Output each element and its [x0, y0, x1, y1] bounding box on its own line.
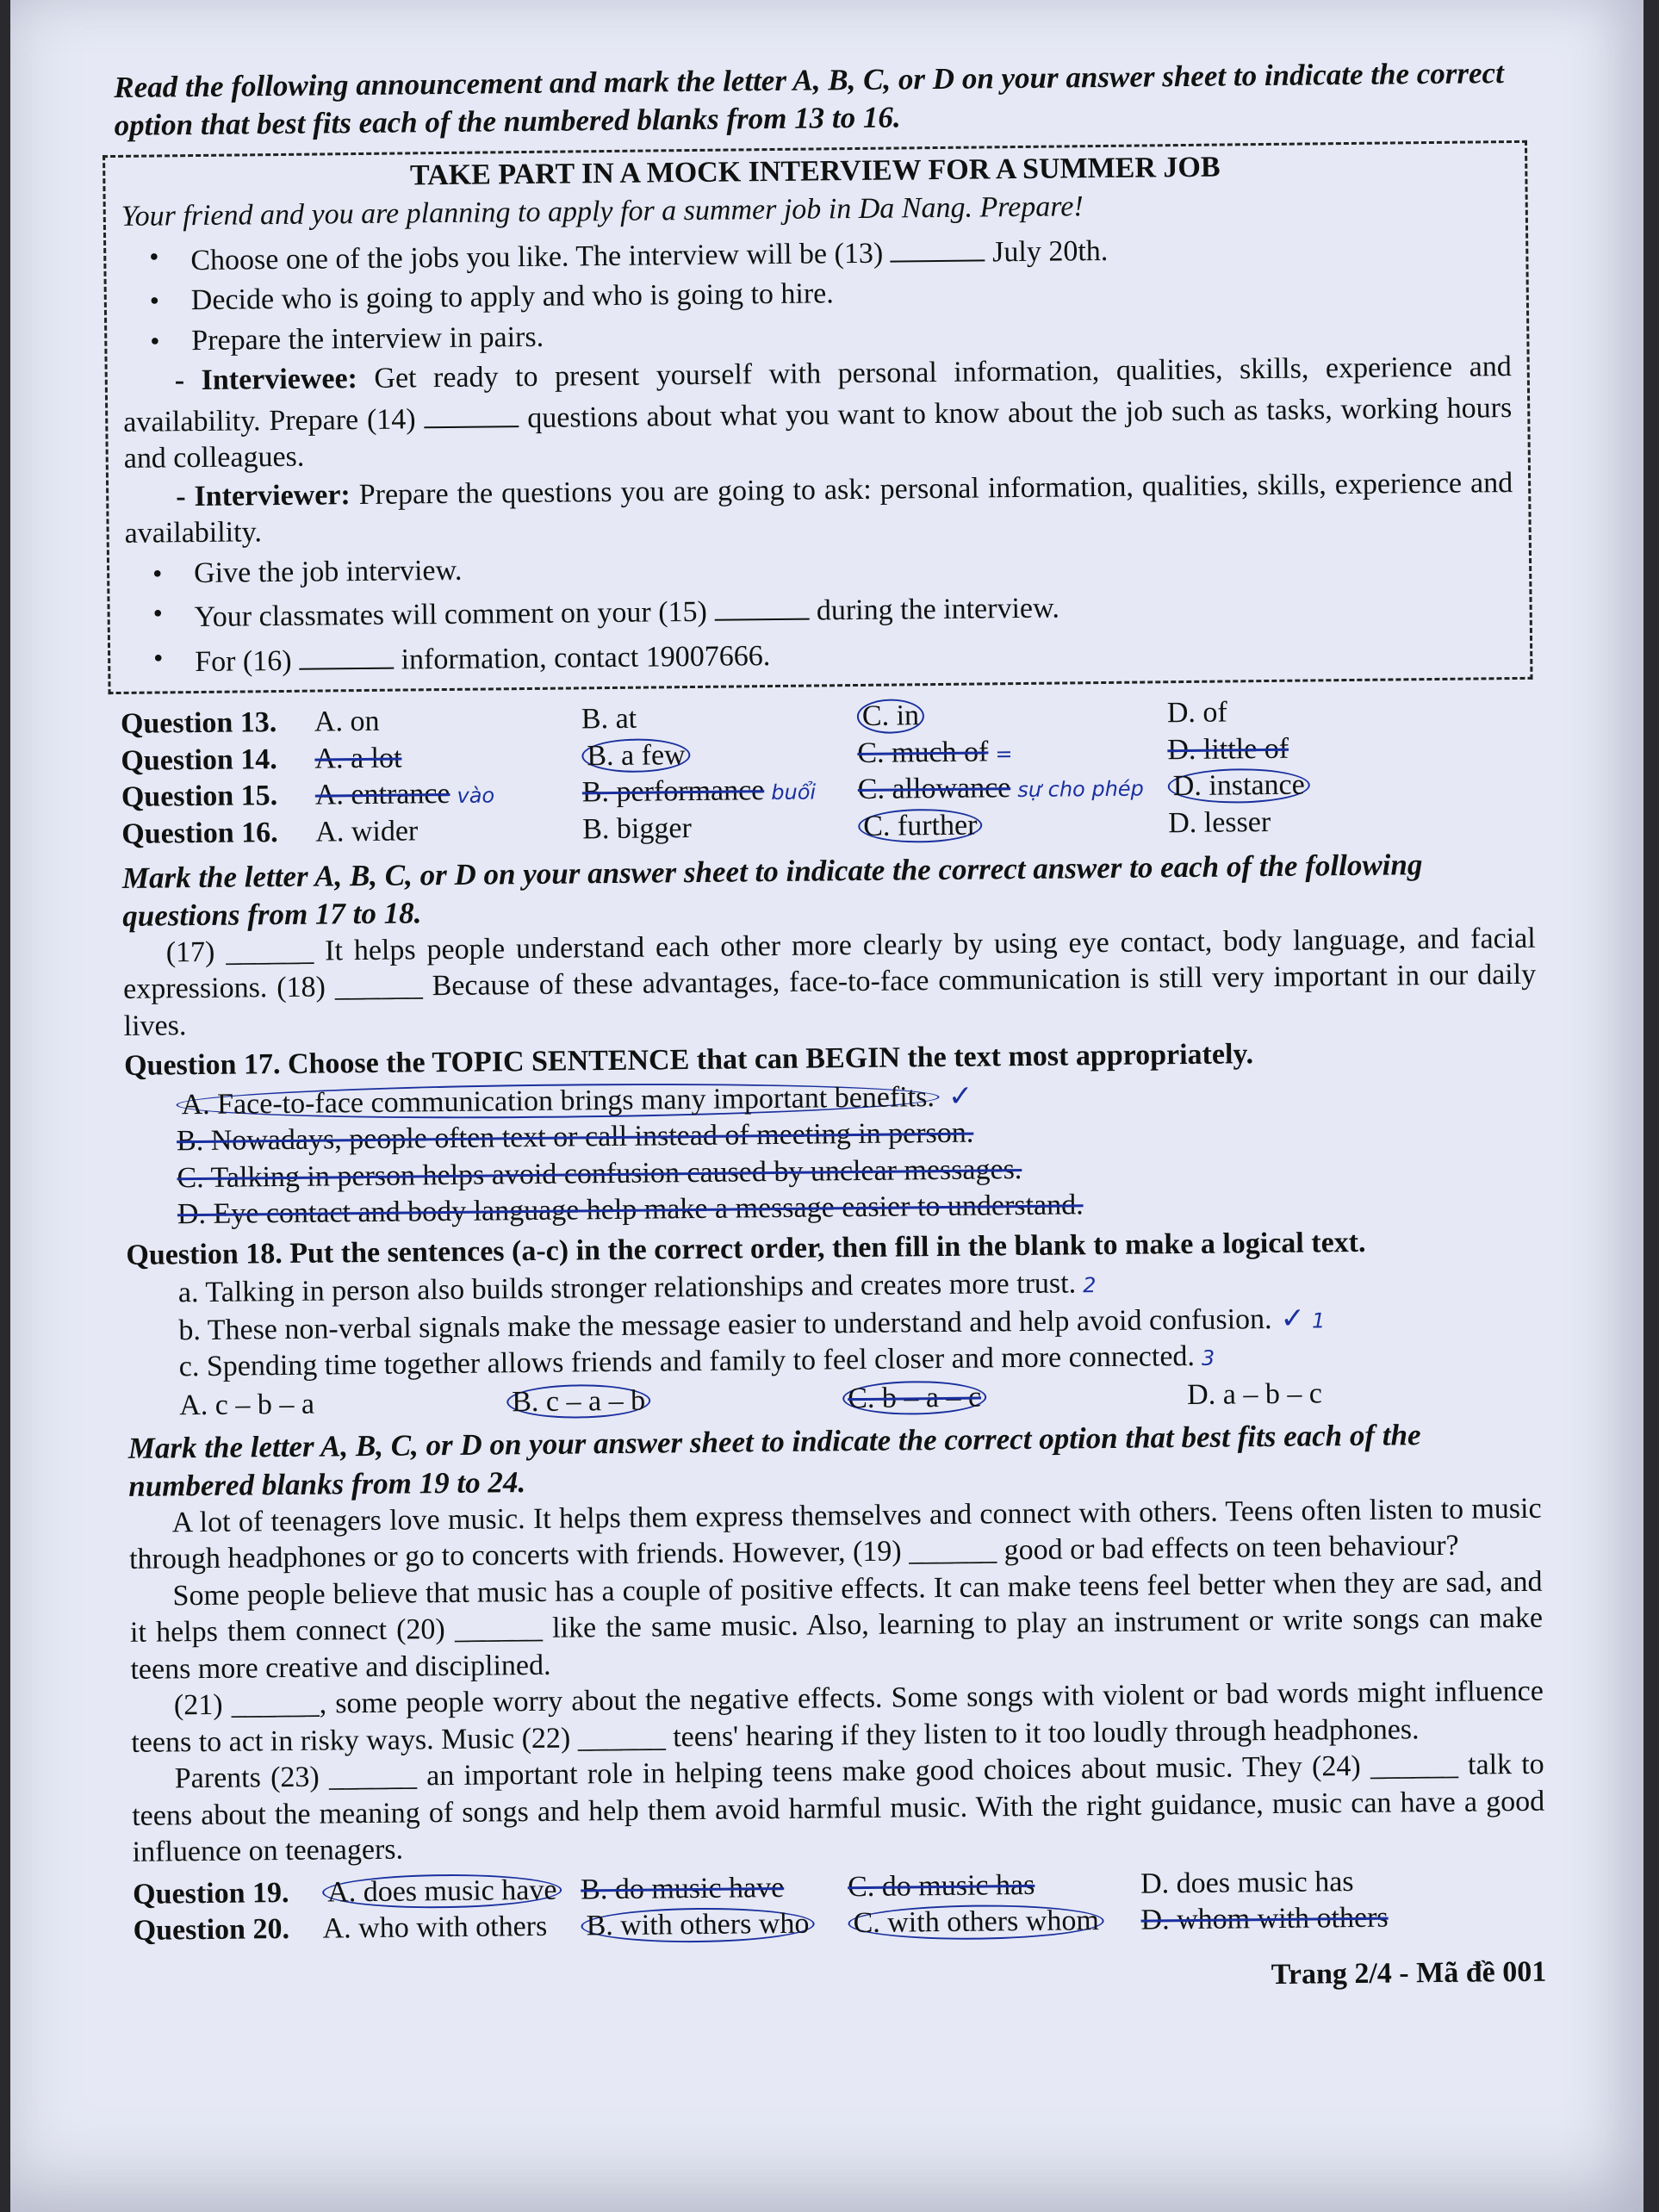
option-c[interactable]: C. Talking in person helps avoid confusion caused by unclear messages.	[177, 1153, 1022, 1194]
question-label: Question 20.	[133, 1912, 290, 1947]
blank-15	[714, 589, 809, 621]
blank-14	[424, 396, 519, 428]
option-d[interactable]: D. lesser	[1168, 805, 1271, 839]
announcement-box	[103, 140, 1532, 694]
answer-circle: B. c – a – b	[506, 1383, 650, 1419]
bullet-text: during the interview.	[816, 592, 1060, 627]
option-text: A. entrance	[314, 777, 450, 811]
passage-17-18: (17) ______ It helps people understand each other more clearly by using eye contact, body language, and facial expressions. (18) ______ Because of these advantages, face-to-face communication is still very important in our daily lives.	[122, 922, 1537, 1042]
question-17-options	[124, 1072, 1538, 1233]
answer-circle: B. with others who	[581, 1907, 814, 1944]
passage-19-24-p3: (21) ______, some people worry about the negative effects. Some songs with violent or bad words might influence teens to act in risky ways. Music (22) ______ teens' hearing if they listen to it too loudly through headphones.	[131, 1675, 1544, 1759]
option-text: B. performance	[581, 774, 765, 809]
announcement-title: TAKE PART IN A MOCK INTERVIEW FOR A SUMMER JOB	[409, 151, 1221, 191]
option-b[interactable]: B. at	[581, 702, 637, 736]
option-a[interactable]: A. who with others	[322, 1910, 548, 1945]
option-d[interactable]: D. of	[1166, 696, 1227, 730]
handwritten-note: vào	[457, 783, 495, 808]
option-a[interactable]: A. a lot	[314, 742, 402, 775]
answer-circle: C. further	[858, 808, 983, 843]
option-d[interactable]: D. little of	[1167, 732, 1289, 766]
option-d[interactable]: D. does music has	[1140, 1865, 1354, 1900]
blank-13	[890, 230, 985, 262]
check-mark-icon: ✓	[948, 1078, 973, 1114]
option-a[interactable]: A. wider	[315, 814, 419, 848]
sentence-text: a. Talking in person also builds stronger relationships and creates more trust.	[177, 1267, 1077, 1309]
exam-content	[114, 54, 1547, 2035]
sentence-text: b. These non-verbal signals make the message easier to understand and help avoid confusion.	[178, 1302, 1272, 1346]
option-text: C. much of	[857, 735, 989, 769]
option-d[interactable]: D. whom with others	[1140, 1901, 1389, 1936]
handwritten-number: 2	[1082, 1273, 1097, 1298]
interviewer-paragraph	[124, 465, 1513, 553]
passage-19-24-p4: Parents (23) ______ an important role in helping teens make good choices about music. They (24) ______ talk to teens about the meaning of songs and help them avoid harmful music. With the right guidance, music can have a good influence on teenagers.	[132, 1748, 1545, 1868]
bullet-text: Your classmates will comment on your (15)	[194, 595, 708, 634]
page-footer: Trang 2/4 - Mã đề 001	[1271, 1955, 1547, 1991]
answer-circle: D. instance	[1168, 768, 1310, 804]
option-b-circled[interactable]	[581, 736, 857, 775]
check-mark-icon: ✓	[1280, 1301, 1306, 1336]
exam-paper	[10, 0, 1643, 2212]
option-a[interactable]: A. c – b – a	[179, 1388, 315, 1421]
option-c-circled[interactable]	[848, 1903, 1140, 1942]
option-a-circled[interactable]	[322, 1872, 581, 1911]
option-b[interactable]: B. do music have	[580, 1871, 785, 1905]
announcement-list-2	[125, 542, 1514, 681]
answer-circle: C. b – a – c	[842, 1380, 986, 1415]
interviewer-label: - Interviewer:	[176, 478, 351, 513]
option-d[interactable]: D. Eye contact and body language help make a message easier to understand.	[177, 1189, 1084, 1231]
option-c-circled[interactable]	[857, 695, 1167, 735]
option-c[interactable]: C. do music has	[847, 1868, 1035, 1903]
bullet-prepare: • Prepare the interview in pairs.	[191, 309, 1511, 360]
interviewee-label: - Interviewee:	[174, 363, 358, 397]
option-c[interactable]	[858, 768, 1168, 808]
interviewee-text: Get ready to present yourself with personal information, qualities, skills, experience and availability. Prepare (14)	[123, 351, 1512, 438]
option-text: C. allowance	[857, 772, 1011, 805]
option-c[interactable]	[857, 732, 1167, 772]
option-b[interactable]: B. bigger	[582, 811, 693, 845]
bullet-text: information, contact 19007666.	[401, 639, 771, 676]
question-label: Question 13.	[120, 706, 277, 740]
question-17-heading: Question 17. Choose the TOPIC SENTENCE that can BEGIN the text most appropriately.	[123, 1038, 1254, 1082]
announcement-intro: Your friend and you are planning to apply for a summer job in Da Nang. Prepare!	[121, 190, 1084, 233]
instruction-19-24: Mark the letter A, B, C, or D on your answer sheet to indicate the correct option that best fits each of the numbered blanks from 19 to 24.	[127, 1418, 1421, 1503]
options-13-16	[121, 692, 1535, 853]
bullet-text: For (16)	[195, 644, 292, 678]
answer-circle: B. a few	[581, 738, 691, 774]
interviewer-text: Prepare the questions you are going to ask: personal information, qualities, skills, experience and availability.	[124, 466, 1513, 550]
option-b[interactable]: B. Nowadays, people often text or call instead of meeting in person.	[176, 1116, 974, 1158]
sentence-text: c. Spending time together allows friends and family to feel closer and more connected.	[178, 1339, 1196, 1383]
answer-circle: A. does music have	[322, 1873, 562, 1910]
option-a[interactable]	[315, 774, 582, 814]
question-label: Question 14.	[121, 743, 277, 777]
handwritten-number: 1	[1311, 1308, 1326, 1333]
handwritten-note: sự cho phép	[1017, 776, 1144, 803]
option-d[interactable]: D. a – b – c	[1186, 1376, 1323, 1411]
option-c-circled[interactable]	[842, 1377, 1187, 1418]
answer-circle: C. in	[857, 699, 925, 734]
options-19-20	[133, 1861, 1546, 1949]
question-18-sentences	[127, 1261, 1540, 1387]
option-c-circled[interactable]	[858, 805, 1168, 845]
bullet-text: Choose one of the jobs you like. The interview will be (13)	[190, 237, 884, 276]
handwritten-note: buổi	[771, 780, 817, 805]
interviewee-text-2: questions about what you want to know about the job such as tasks, working hours and colleagues.	[123, 391, 1513, 475]
interviewee-paragraph	[123, 349, 1513, 477]
bullet-text: July 20th.	[991, 234, 1109, 268]
option-b-circled[interactable]	[581, 1905, 848, 1945]
handwritten-number: 3	[1201, 1345, 1215, 1370]
question-18-heading: Question 18. Put the sentences (a-c) in the correct order, then fill in the blank to make a logical text.	[126, 1226, 1366, 1271]
option-d-circled[interactable]	[1168, 766, 1426, 805]
handwritten-note: =	[995, 741, 1013, 766]
answer-circle: A. Face-to-face communication brings many important benefits.	[176, 1080, 940, 1122]
passage-19-24-p2: Some people believe that music has a couple of positive effects. It can make teens feel better when they are sad, and it helps them connect (20) ______ like the same music. Also, learning to play an instrument or write songs can make teens more creative and disciplined.	[129, 1565, 1544, 1686]
option-b[interactable]	[582, 772, 858, 811]
option-b-circled[interactable]	[506, 1381, 842, 1421]
instruction-13-16: Read the following announcement and mark the letter A, B, C, or D on your answer sheet to indicate the correct option that best fits each of the numbered blanks from 13 to 16.	[114, 56, 1505, 142]
question-label: Question 16.	[121, 816, 278, 850]
question-label: Question 15.	[121, 780, 278, 813]
passage-19-24-p1: A lot of teenagers love music. It helps them express themselves and connect with others. Teens often listen to music through headphones or go to concerts with friends. However, (19) ______ good or bad effects on teen behaviour?	[128, 1492, 1542, 1575]
bullet-decide: • Decide who is going to apply and who is going to hire.	[191, 269, 1511, 320]
announcement-list	[121, 225, 1511, 360]
question-label: Question 19.	[132, 1876, 289, 1911]
answer-circle: C. with others whom	[848, 1904, 1104, 1941]
blank-16	[299, 637, 394, 669]
option-a[interactable]: A. on	[314, 705, 380, 738]
bullet-give-interview: • Give the job interview.	[194, 542, 1513, 593]
instruction-17-18: Mark the letter A, B, C, or D on your answer sheet to indicate the correct answer to each of the following questions from 17 to 18.	[121, 848, 1423, 933]
